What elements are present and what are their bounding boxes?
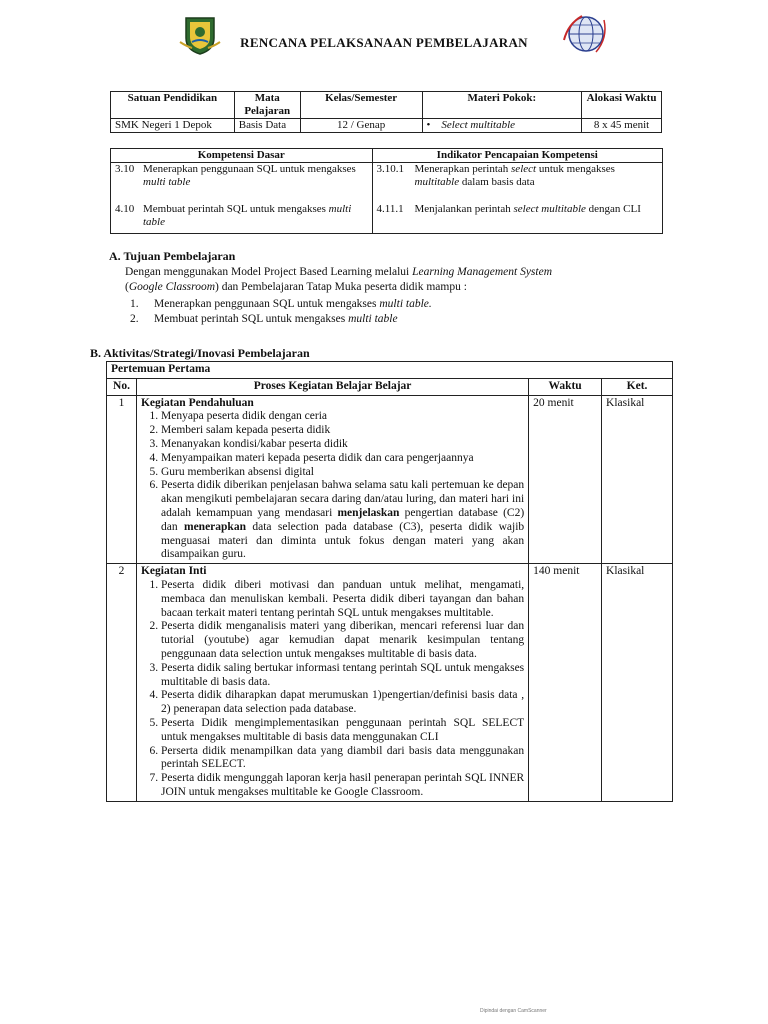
ik-cell [372,203,662,234]
kd-number: 3.10 [115,163,135,175]
page-title: RENCANA PELAKSANAAN PEMBELAJARAN [240,35,528,50]
step-item: 6. Perserta didik menampilkan data yang diambil dari basis data menggunakan perintah SELECT. [161,745,524,773]
step-item: 1. Peserta didik diberi motivasi dan panduan untuk melihat, mengamati, membaca dan menuliskan kembali. Peserta didik diberi tayangan dan bahan bacaan terkait materi tentang perintah SQL untuk mengakses multitable. [161,579,524,620]
step-item: 4. Menyampaikan materi kepada peserta didik dan cara pengerjaannya [161,452,524,466]
step-item: 7. Peserta didik mengunggah laporan kerja hasil penerapan perintah SQL INNER JOIN untuk mengakses multitable ke Google Classroom. [161,772,524,800]
header-kelas-semester: Kelas/Semester [300,92,422,119]
header-proses: Proses Kegiatan Belajar Belajar [136,378,528,395]
section-a-list [130,297,432,327]
header-satuan-pendidikan: Satuan Pendidikan [111,92,235,119]
bullet: • [426,119,442,131]
intro-part-1: Dengan menggunakan Model Project Based Learning melalui [125,266,413,278]
header-no: No. [107,378,137,395]
intro-part-3: ) dan Pembelajaran Tatap Muka peserta didik mampu : [215,281,467,293]
ik-a: Menjalankan perintah [414,203,514,215]
activity-no: 1 [107,395,137,564]
list-item: 2. Membuat perintah SQL untuk mengakses multi table [130,313,398,325]
cell-mapel: Basis Data [234,119,300,133]
kd-text [143,203,368,229]
ik-em2: multitable [414,176,460,188]
kd-cell [111,203,373,234]
ik-em: select [511,163,537,175]
activity-table [106,361,673,802]
header-mata-pelajaran: Mata Pelajaran [234,92,300,119]
materi-value: Select multitable [441,119,516,131]
cell-kelas: 12 / Genap [300,119,422,133]
kd-text-em: multi table [143,203,352,228]
info-table [110,91,662,133]
activity-title: Kegiatan Inti [140,565,207,578]
step-list [141,410,524,562]
step-item: 1. Menyapa peserta didik dengan ceria [161,410,524,424]
kd-text [143,163,368,189]
header-materi-pokok: Materi Pokok: [422,92,582,119]
activity-process [136,395,528,564]
ik-b: dengan CLI [585,203,641,215]
activity-ket: Klasikal [602,564,673,802]
kompetensi-header-row [111,149,663,163]
step-item: 6. Peserta didik diberikan penjelasan bahwa selama satu kali pertemuan ke depan akan mengikuti pembelajaran secara daring dan/atau luring, dan materi hari ini adalah kemampuan yang mendasari menjelaskan pengertian database (C2) dan menerapkan data selection pada database (C3), peserta didik wajib menguasai materi dan diminta untuk fokus dengan materi yang akan disampaikan guru. [161,479,524,562]
header-alokasi-waktu: Alokasi Waktu [582,92,662,119]
activity-header-row [107,378,673,395]
activity-no: 2 [107,564,137,802]
ik-number: 3.10.1 [376,163,405,175]
step-item: 5. Peserta Didik mengimplementasikan penggunaan perintah SQL SELECT untuk mengakses multitable di basis data menggunakan CLI [161,717,524,745]
meeting-label: Pertemuan Pertama [107,362,673,379]
activity-ket: Klasikal [602,395,673,564]
activity-row [107,564,673,802]
kompetensi-table [110,148,663,234]
ik-b: untuk mengakses [536,163,615,175]
info-table-header-row [111,92,662,119]
header-waktu: Waktu [529,378,602,395]
scanner-watermark: Dipindai dengan CamScanner [480,1008,547,1014]
activity-title: Kegiatan Pendahuluan [140,396,254,409]
meeting-row [107,362,673,379]
ik-text [415,203,641,216]
kompetensi-row [111,203,663,234]
cell-satuan: SMK Negeri 1 Depok [111,119,235,133]
step-item: 2. Peserta didik menganalisis materi yang diberikan, mencari referensi luar dan tutorial (youtube) agar kemudian dapat menarik kesimpulan tentang penggunaan data selection untuk mengakses multitable di basis data. [161,620,524,661]
kd-text-em: multi table [143,176,191,188]
intro-classroom: Google Classroom [128,281,215,293]
intro-lms: Learning Management System [412,266,553,278]
kd-number: 4.10 [115,203,135,215]
cell-alokasi: 8 x 45 menit [582,119,662,133]
activity-row [107,395,673,564]
activity-waktu: 20 menit [529,395,602,564]
info-table-row [111,119,662,133]
activity-waktu: 140 menit [529,564,602,802]
kd-text-main: Menerapkan penggunaan SQL untuk mengakses [143,163,356,175]
header-indikator: Indikator Pencapaian Kompetensi [372,149,662,163]
ik-em: select multitable [513,203,586,215]
intro-part-2: ( [125,281,129,293]
cell-materi [422,119,582,133]
list-item: 1. Menerapkan penggunaan SQL untuk mengakses multi table. [130,298,432,310]
step-item: 5. Guru memberikan absensi digital [161,466,524,480]
step-item: 3. Menanyakan kondisi/kabar peserta didik [161,438,524,452]
step-item: 3. Peserta didik saling bertukar informasi tentang perintah SQL untuk mengakses multitable di basis data. [161,662,524,690]
header-ket: Ket. [602,378,673,395]
section-b-heading: B. Aktivitas/Strategi/Inovasi Pembelajaran [90,346,310,360]
ik-number: 4.11.1 [376,203,404,215]
ik-a: Menerapkan perintah [414,163,512,175]
kompetensi-row [111,163,663,204]
step-list [141,579,524,800]
ik-cell [372,163,662,204]
step-item: 4. Peserta didik diharapkan dapat merumuskan 1)pengertian/definisi basis data , 2) penerapan data selection pada database. [161,689,524,717]
ik-text [415,163,658,189]
kd-text-main: Membuat perintah SQL untuk mengakses [143,203,326,215]
section-a-heading: A. Tujuan Pembelajaran [109,249,236,263]
ik-c: dalam basis data [459,176,535,188]
header-kompetensi-dasar: Kompetensi Dasar [111,149,373,163]
step-item: 2. Memberi salam kepada peserta didik [161,424,524,438]
kd-cell [111,163,373,204]
activity-process [136,564,528,802]
section-a-intro [125,265,645,295]
